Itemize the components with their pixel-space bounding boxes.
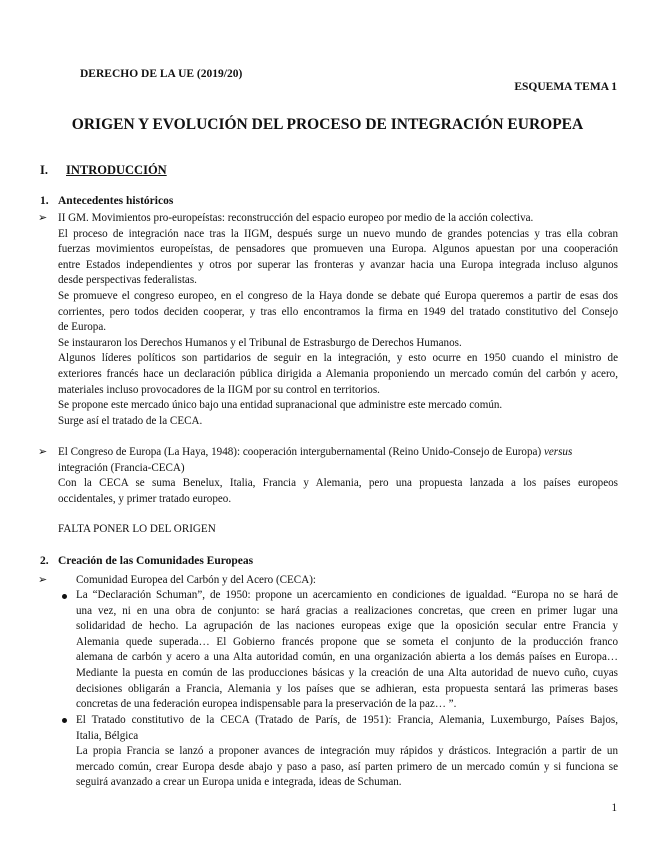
history-paragraph: [58, 211, 618, 429]
text-fragment: El Congreso de Europa (La Haya, 1948): cooperación intergubernamental (Reino Unido-Consejo de Europa): [58, 446, 542, 458]
document-title: ORIGEN Y EVOLUCIÓN DEL PROCESO DE INTEGRACIÓN EUROPEA: [71, 116, 584, 133]
subsection-heading: Antecedentes históricos: [58, 195, 174, 207]
text-line: de Europa.: [58, 321, 107, 334]
text-line: mercado común, crear Europa desde abajo y paso a paso, así parten primero de un mercado común y si funciona se: [76, 760, 618, 773]
arrow-bullet-icon: ➢: [38, 574, 48, 586]
arrow-bullet-icon: ➢: [38, 446, 48, 458]
congress-paragraph: [58, 445, 618, 507]
text-line: corrientes, pero todos deciden cooperar, y tras ello encontramos la firma en 1949 del tratado constitutivo del Consejo: [58, 305, 618, 318]
text-line: Algunos líderes políticos son partidarios de seguir en la integración, y esto ocurre en 1950 cuando el ministro de: [58, 352, 618, 365]
text-line: occidentales, y primer tratado europeo.: [58, 492, 232, 505]
italic-fragment: versus: [543, 446, 573, 458]
paris-treaty-paragraph: [76, 713, 618, 791]
text-line: La propia Francia se lanzó a proponer avances de integración muy rápidos y drásticos. Integración a partir de un: [76, 745, 618, 758]
text-line: materiales incluso provocadores de la IIGM por su control en territorios.: [58, 383, 380, 396]
course-header: DERECHO DE LA UE (2019/20): [80, 68, 243, 80]
pending-note: FALTA PONER LO DEL ORIGEN: [58, 523, 216, 535]
scheme-header: ESQUEMA TEMA 1: [514, 81, 617, 93]
text-line: Alemania quede superada… El Gobierno francés propone que se someta el conjunto de la producción franco: [76, 635, 618, 648]
text-line: Surge así el tratado de la CECA.: [58, 414, 203, 427]
text-line: solidaridad de hecho. La agrupación de las naciones europeas exige que la oposición secular entre Francia y: [76, 620, 618, 633]
text-line: concretas de una federación europea indispensable para la preservación de la paz… ”.: [76, 698, 457, 711]
ceca-item: Comunidad Europea del Carbón y del Acero (CECA):: [76, 574, 316, 586]
text-line: exteriores francés hace un declaración pública dirigida a Alemania proponiendo un mercado común del carbón y acero,: [58, 367, 618, 380]
text-line: decisiones obligarán a Francia, Alemania y los países que se adhieran, esta propuesta sentará las primeras bases: [76, 682, 618, 695]
text-line: entre Estados independientes y otros por superar las fronteras y avanzar hacia una Europa integrada incluso algunos: [58, 258, 618, 271]
text-line: fuerzas movimientos europeístas, de pensadores que promueven una Europa. Algunos apuestan por una cooperación: [58, 243, 618, 256]
text-line: Con la CECA se suma Benelux, Italia, Francia y Alemania, pero una propuesta lanzada a los países europeos: [58, 477, 618, 490]
text-line: seguirá avanzado a crear un Europa unida e integrada, ideas de Schuman.: [76, 776, 402, 789]
subsection-number: 2.: [40, 555, 49, 567]
text-line: [58, 445, 618, 461]
section-heading: INTRODUCCIÓN: [66, 163, 167, 177]
text-line: integración (Francia-CECA): [58, 461, 185, 474]
section-number: I.: [40, 163, 48, 177]
text-line: una vez, ni en una obra de conjunto: se hará gracias a realizaciones concretas, que creen en primer lugar una: [76, 604, 618, 617]
text-line: El proceso de integración nace tras la IIGM, después surge un nuevo mundo de grandes potencias y tras ella cobran: [58, 227, 618, 240]
text-line: desde perspectivas federalistas.: [58, 274, 197, 287]
text-line: Se promueve el congreso europeo, en el congreso de la Haya donde se debate qué Europa queremos a partir de esas dos: [58, 289, 618, 302]
text-line: El Tratado constitutivo de la CECA (Tratado de París, de 1951): Francia, Alemania, Luxemburgo, Países Bajos,: [76, 714, 618, 726]
text-line: alemana de carbón y acero a una Alta autoridad común, en una organización abierta a los demás países en Europa…: [76, 651, 618, 664]
text-line: Italia, Bélgica: [76, 729, 139, 742]
text-line: II GM. Movimientos pro-europeístas: reconstrucción del espacio europeo por medio de la acción colectiva.: [58, 212, 534, 224]
text-line: Se propone este mercado único bajo una entidad supranacional que administre este mercado común.: [58, 399, 503, 412]
subsection-heading: Creación de las Comunidades Europeas: [58, 555, 254, 567]
text-line: Mediante la puesta en común de las producciones básicas y la creación de una Alta autoridad de nuevo cuño, cuyas: [76, 666, 618, 679]
round-bullet-icon: [62, 718, 67, 723]
subsection-number: 1.: [40, 195, 49, 207]
page-number: 1: [611, 802, 617, 814]
schuman-paragraph: [76, 588, 618, 713]
arrow-bullet-icon: ➢: [38, 212, 48, 224]
round-bullet-icon: [62, 594, 67, 599]
text-line: Se instauraron los Derechos Humanos y el Tribunal de Estrasburgo de Derechos Humanos.: [58, 336, 462, 349]
text-line: La “Declaración Schuman”, de 1950: propone un acercamiento en condiciones de igualdad. “Europa no se hará de: [76, 589, 618, 601]
